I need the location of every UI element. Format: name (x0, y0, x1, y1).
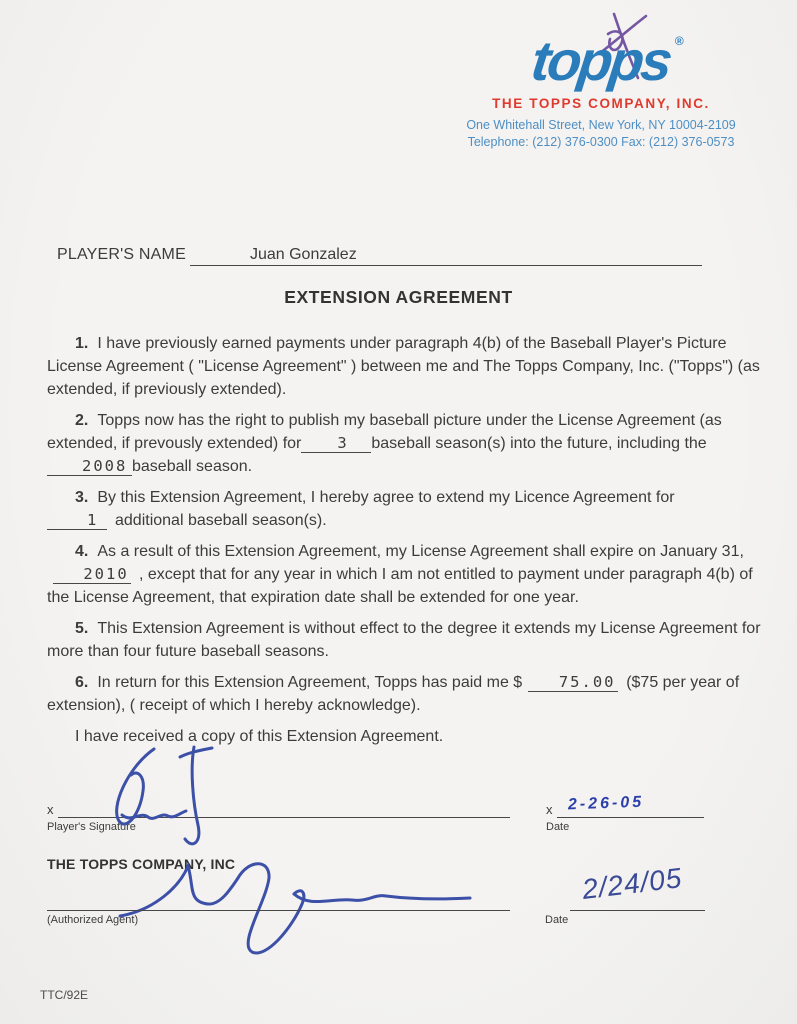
paragraph-6-text-1: In return for this Extension Agreement, Topps has paid me $ (97, 674, 523, 691)
agent-date-line (570, 910, 705, 911)
paragraph-1-number: 1. (75, 335, 89, 352)
company-name-bottom: THE TOPPS COMPANY, INC (47, 856, 236, 872)
address-line-2: Telephone: (212) 376-0300 Fax: (212) 376-0573 (467, 135, 735, 149)
payment-amount-blank: 75.00 (528, 673, 618, 692)
paragraph-2-text-2: baseball season(s) into the future, including the (371, 435, 707, 452)
address-line-1: One Whitehall Street, New York, NY 10004-2109 (466, 118, 736, 132)
paragraph-3-number: 3. (75, 489, 89, 506)
player-name-value: Juan Gonzalez (249, 246, 357, 263)
paragraph-3-text-2: additional baseball season(s). (115, 512, 327, 529)
player-signature-label: Player's Signature (47, 821, 136, 833)
agent-signature-line (47, 910, 510, 911)
extension-count-blank: 1 (47, 511, 107, 530)
letterhead (430, 29, 772, 151)
company-name-header: THE TOPPS COMPANY, INC. (492, 96, 710, 111)
paragraph-4-number: 4. (75, 543, 89, 560)
form-code: TTC/92E (40, 988, 89, 1002)
paragraph-6-number: 6. (75, 674, 89, 691)
address-block (430, 117, 772, 151)
expiry-year-blank: 2010 (53, 565, 131, 584)
agent-date-label: Date (545, 914, 569, 926)
paragraph-5-number: 5. (75, 620, 89, 637)
paragraph-6-text-2: ($75 per year of extension), ( receipt of which I hereby acknowledge). (47, 674, 740, 714)
player-signature-scribble (74, 745, 264, 853)
player-signature-x-mark: x (47, 802, 54, 817)
paragraph-2-text-1: Topps now has the right to publish my baseball picture under the License Agreement (as extended, if prevously extended) for (47, 412, 722, 452)
paragraph-3-text-1: By this Extension Agreement, I hereby agree to extend my Licence Agreement for (97, 489, 675, 506)
agent-signature-label: (Authorized Agent) (47, 914, 139, 926)
paragraph-1 (47, 332, 761, 401)
season-year-blank: 2008 (47, 457, 132, 476)
paragraph-5 (47, 617, 761, 663)
paragraph-2-text-3: baseball season. (132, 458, 253, 475)
registered-trademark-icon: ® (674, 34, 684, 48)
paragraph-3 (47, 486, 761, 532)
player-signature-line (58, 817, 510, 818)
topps-logo-text: topps (528, 29, 674, 92)
player-date-x-mark: x (546, 802, 553, 817)
player-date-label: Date (546, 821, 570, 833)
paragraph-5-text: This Extension Agreement is without effect to the degree it extends my License Agreement for more than four future baseball seasons. (47, 620, 761, 660)
paragraph-4-text-2: , except that for any year in which I am not entitled to payment under paragraph 4(b) of the License Agreement, that expiration date shall be extended for one year. (47, 566, 753, 606)
agreement-body (47, 332, 761, 756)
paragraph-6 (47, 671, 761, 717)
paragraph-2-number: 2. (75, 412, 89, 429)
player-name-label: PLAYER'S NAME (57, 246, 186, 263)
player-date-handwritten: 2-26-05 (567, 793, 645, 814)
paragraph-1-text: I have previously earned payments under paragraph 4(b) of the Baseball Player's Picture License Agreement ( "License Agreement" ) between me and The Topps Company, Inc. ("Topps") (as extended, if previously extended). (47, 335, 760, 398)
document-title: EXTENSION AGREEMENT (284, 287, 513, 307)
player-name-line (190, 241, 702, 266)
closing-line: I have received a copy of this Extension Agreement. (75, 728, 444, 745)
player-name-row (57, 241, 702, 266)
topps-logo (528, 29, 684, 92)
season-count-blank: 3 (301, 434, 371, 453)
paragraph-4 (47, 540, 761, 609)
paragraph-2 (47, 409, 761, 478)
player-date-line (557, 817, 704, 818)
agent-date-handwritten: 2/24/05 (580, 862, 684, 906)
paragraph-4-text-1: As a result of this Extension Agreement, my License Agreement shall expire on January 31, (97, 543, 744, 560)
